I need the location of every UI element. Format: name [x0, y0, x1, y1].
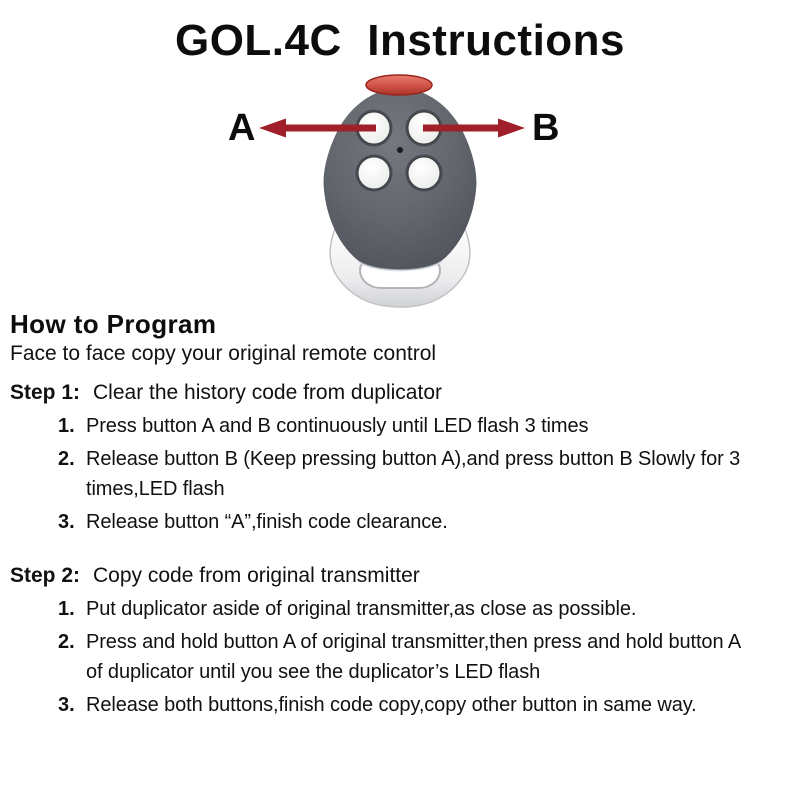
step-2-section	[10, 563, 790, 720]
item-text: Press and hold button A of original transmitter,then press and hold button A of duplicator until you see the duplicator’s LED flash	[86, 631, 740, 683]
item-text: Press button A and B continuously until LED flash 3 times	[86, 415, 589, 437]
section-subheading: Face to face copy your original remote control	[10, 342, 437, 365]
step-1-title: Clear the history code from duplicator	[93, 381, 442, 404]
instructions-content	[10, 310, 790, 723]
list-item	[58, 690, 790, 720]
remote-figure	[180, 62, 620, 312]
item-number: 1.	[58, 598, 75, 620]
button-bottom-right	[408, 157, 440, 189]
led-indicator	[397, 147, 403, 153]
button-b-label: B	[532, 107, 560, 149]
step-2-heading	[10, 563, 790, 589]
button-a-label: A	[228, 107, 256, 149]
item-number: 3.	[58, 511, 75, 533]
list-item	[58, 594, 790, 624]
button-bottom-left	[358, 157, 390, 189]
item-number: 1.	[58, 415, 75, 437]
step-1-items	[10, 411, 790, 537]
step-1-section	[10, 380, 790, 537]
step-2-items	[10, 594, 790, 720]
list-item	[58, 411, 790, 441]
item-text: Release both buttons,finish code copy,copy other button in same way.	[86, 694, 697, 716]
list-item	[58, 444, 790, 504]
item-number: 2.	[58, 631, 75, 653]
section-heading: How to Program	[10, 309, 217, 339]
item-number: 2.	[58, 448, 75, 470]
red-lens-button	[366, 75, 432, 95]
item-text: Release button B (Keep pressing button A),and press button B Slowly for 3 times,LED flash	[86, 448, 741, 500]
page-title: GOL.4C Instructions	[174, 16, 626, 65]
list-item	[58, 627, 790, 687]
item-number: 3.	[58, 694, 75, 716]
step-1-heading	[10, 380, 790, 406]
remote-illustration	[180, 62, 620, 312]
remote-body-texture	[324, 88, 477, 270]
item-text: Release button “A”,finish code clearance.	[86, 511, 448, 533]
list-item	[58, 507, 790, 537]
step-2-label: Step 2:	[10, 564, 81, 587]
item-text: Put duplicator aside of original transmitter,as close as possible.	[86, 598, 637, 620]
step-2-title: Copy code from original transmitter	[93, 564, 420, 587]
step-1-label: Step 1:	[10, 381, 81, 404]
